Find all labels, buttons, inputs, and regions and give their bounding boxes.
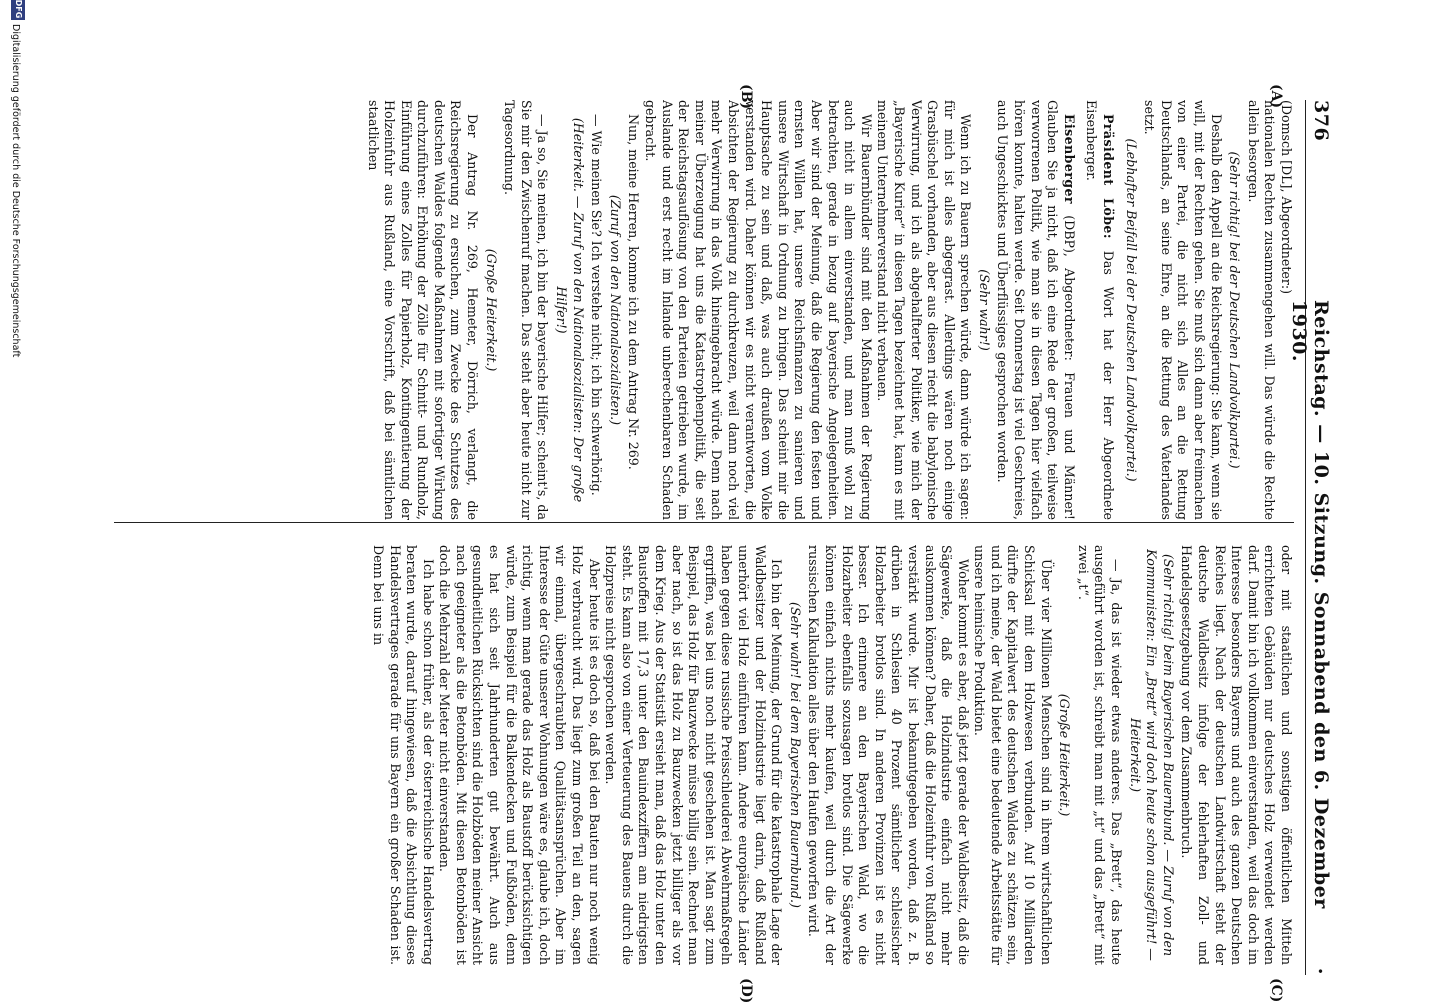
page-number: 376	[1310, 100, 1332, 142]
paragraph: Ich habe schon früher, als der österreichische Handelsvertrag beraten wurde, darauf hingewiesen, daß die Absichtlung dieses Handelsvertrages gerade für uns Bayern ein großer Schaden ist. Denn bei uns in	[370, 545, 436, 965]
paragraph: — Wie meinen Sie? Ich verstehe nicht; ich bin schwerhörig.	[589, 114, 605, 496]
speech-text: (DBP), Abgeordneter: Frauen und Männer! Glauben Sie ja nicht, daß ich eine Rede der großen, teilweise verworrenen Politik, wie man sie in diesen Tagen hier vielfach hören konnte, halten werde. Seit Donnerstag ist viel Geschreies, auch Ungeschicktes und Überflüssiges gesprochen worden.	[995, 100, 1077, 520]
page-header	[1288, 100, 1336, 975]
interjection: (Lebhafter Beifall bei der Deutschen Landvolkpartei.)	[1123, 138, 1139, 482]
paragraph: Der Antrag Nr. 269, Hemeter, Dörrich, verlangt, die Reichsregierung zu ersuchen, zum Zwecke des Schutzes des deutschen Waldes folgende Maßnahmen mit sofortiger Wirkung durchzuführen: Erhöhung der Zölle für Schnitt- und Rundholz, Einführung eines Zolles für Papierholz, Kontingentierung der Holzeinfuhr aus Rußland, eine Vorschrift, daß bei sämtlichen staatlichen	[365, 100, 481, 520]
speech-text: Das Wort hat der Herr Abgeordnete Eisenberger.	[1084, 100, 1117, 520]
paragraph: — Ja so, Sie meinen, ich bin der bayerische Hilfer; scheint's, da Sie mir den Zwischenruf machen. Das steht aber heute nicht zur Tagesordnung.	[502, 100, 551, 520]
interjection: (Sehr wahr!)	[976, 269, 992, 351]
paragraph: nationalen Rechten zusammengehen will. Das würde die Rechte allein besorgen.	[1245, 100, 1278, 520]
interjection: (Heiterkeit. — Zuruf von den Nationalsozialisten: Der große Hilfer!)	[554, 117, 586, 503]
left-text-column	[114, 100, 1294, 520]
credit-text: Digitalisierung gefördert durch die Deutsche Forschungsgemeinschaft	[10, 24, 21, 358]
paragraph: Wenn ich zu Bauern sprechen würde, dann würde ich sagen: für mich ist alles abgegrast. Allerdings wären noch einige Grasbüschel vorhanden, aber aus diesen riecht die babylonische Verwirrung, und ich als abgehalfterter Politiker, wie mich der „Bayerische Kurier“ in diesen Tagen bezeichnet hat, kann es mit meinem Unternehmerverstand nicht verbauen.	[875, 100, 974, 520]
margin-marker-a: (A)	[1268, 84, 1284, 109]
right-text-column	[114, 545, 1294, 965]
paragraph: Woher kommt es aber, daß jetzt gerade der Waldbesitz, daß die Sägewerke, daß die Holzindustrie einfach nicht mehr auskommen können? Daher, daß die Holzeinfuhr von Rußland so verstärkt wurde. Mir ist bekanntgegeben worden, daß z. B. drüben in Schlesien 40 Prozent sämtlicher schlesischer Holzarbeiter brotlos sind. In anderen Provinzen ist es nicht besser. Ich erinnere an den Bayerischen Wald, wo die Holzarbeiter ebenfalls sozusagen brotlos sind. Die Sägewerke können einfach nichts mehr kaufen, weil durch die Art der russischen Kalkulation alles über den Haufen geworfen wird.	[806, 545, 971, 965]
corner-mark: .	[1314, 967, 1336, 975]
interjection: (Große Heiterkeit.)	[1057, 693, 1073, 817]
column-divider	[114, 522, 1294, 523]
paragraph: oder mit staatlichen und sonstigen öffentlichen Mitteln errichteten Gebäuden nur deutsches Holz verwendet werden darf. Damit bin ich vollkommen einverstanden, weil das doch im Interesse besonders Bayerns und auch des ganzen Deutschen Reiches liegt. Nach der deutschen Landwirtschaft steht der deutsche Waldbesitz infolge der fehlerhaften Zoll- und Handelsgesetzgebung vor dem Zusammenbruch.	[1179, 545, 1294, 965]
speaker-name: Präsident Löbe:	[1101, 114, 1117, 239]
paragraph: Aber heute ist es doch so, daß bei den Bauten nur noch wenig Holz verbraucht wird. Das liegt zum großen Teil an den, sagen wir einmal, übergeschraubten Qualitätsansprüchen. Aber im Interesse der Güte unserer Wohnungen wäre es, glaube ich, doch richtig, wenn man gerade das Holz als Baustoff berücksichtigen würde, zum Beispiel für die Balkendecken und Fußböden, denn es hat sich seit Jahrhunderten gut bewährt. Auch aus gesundheitlichen Rücksichten sind die Holzböden meiner Ansicht nach geeigneter als die Betonböden. Mit diesen Betonböden ist doch die Mehrzahl der Mieter nicht einverstanden.	[437, 545, 602, 965]
paragraph: (Domsch [DL], Abgeordneter:)	[1279, 100, 1294, 295]
paragraph: Wir Bauernbündler sind mit den Maßnahmen der Regierung auch nicht in allem einverstanden, und man muß wohl zu betrachten, gerade in bezug auf bayerische Angelegenheiten. Aber wir sind der Meinung, daß die Regierung den festen und ernsten Willen hat, unsere Reichsfinanzen zu sanieren und unsere Wirtschaft in Ordnung zu bringen. Das scheint mir die Hauptsache zu sein und daß, was auch draußen vom Volke verstanden wird. Daher können wir es nicht verantworten, die Absichten der Regierung zu durchkreuzen, weil dann noch viel mehr Verwirrung in das Volk hineingebracht würde. Denn nach meiner Überzeugung hat uns die Katastrophenpolitik, die seit der Reichstagsauflösung von den Parteien getrieben wurde, im Auslande und erst recht im Inlande unberechenbaren Schaden gebracht.	[643, 100, 874, 520]
speaker-name: Eisenberger	[1061, 114, 1077, 204]
speaker-paragraph	[1083, 100, 1116, 520]
speaker-paragraph	[994, 100, 1077, 520]
paragraph: — Ja, das ist wieder etwas anderes. Das „Brett“, das heute ausgeführt worden ist, schreibt man mit „tt“ und das „Brett“ mit zwei „t“.	[1075, 545, 1125, 965]
paragraph: Ich bin der Meinung, der Grund für die katastrophale Lage der Waldbesitzer und der Holzindustrie liegt darin, daß Rußland unerhört viel Holz einführen kann. Andere europäische Länder haben gegen diese russische Preisschleuderei Abwehrmaßregeln ergriffen, was bei uns noch nicht geschehen ist. Man sagt zum Beispiel, das Holz für Bauzwecke müsse billig sein. Rechnet man aber nach, so ist das Holz zu Bauzwecken jetzt billiger als vor dem Krieg. Aus der Statistik ersieht man, daß das Holz unter den Baustoffen mit 17,3 unter den Bauindexziffern am niedrigsten steht. Es kann also von einer Verteuerung des Bauens durch die Holzpreise nicht gesprochen werden.	[603, 545, 785, 965]
margin-marker-c: (C)	[1268, 978, 1284, 1003]
margin-marker-d: (D)	[738, 978, 754, 1003]
interjection: (Sehr richtig! beim Bayerischen Bauernbund. — Zuruf von den Kommunisten: Ein „Brett“ wird doch heute schon ausgeführt! — Heiterkeit.)	[1127, 549, 1176, 961]
paragraph: Deshalb den Appell an die Reichsregierung: Sie kann, wenn sie will, mit der Rechten gehen. Sie muß sich dann aber freimachen von einer Partei, die nicht sich Alles an die Rettung Deutschlands, an seine Ehre, an die Rettung des Vaterlandes setzt.	[1142, 100, 1224, 520]
margin-marker-b: (B)	[738, 84, 754, 110]
interjection: (Große Heiterkeit.)	[483, 248, 499, 372]
session-title: Reichstag. — 10. Sitzung. Sonnabend den 6. Dezember 1930.	[1288, 300, 1332, 909]
digitization-credit	[2, 0, 26, 1000]
interjection: (Sehr wahr! bei dem Bayerischen Bauernbund.)	[787, 602, 803, 908]
paragraph: Nun, meine Herren, komme ich zu dem Antrag Nr. 269.	[626, 114, 642, 470]
dfg-logo: DFG	[11, 0, 25, 20]
paragraph: Über vier Millionen Menschen sind in ihrem wirtschaftlichen Schicksal mit dem Holzwesen verbunden. Auf 10 Milliarden dürfte der Kapitalwert des deutschen Waldes zu schätzen sein, und ich meine, der Wald bietet eine bedeutende Arbeitsstätte für unsere heimische Produktion.	[972, 545, 1054, 965]
interjection: (Zuruf von den Nationalsozialisten.)	[607, 194, 623, 426]
interjection: (Sehr richtig! bei der Deutschen Landvolkpartei.)	[1227, 151, 1243, 469]
